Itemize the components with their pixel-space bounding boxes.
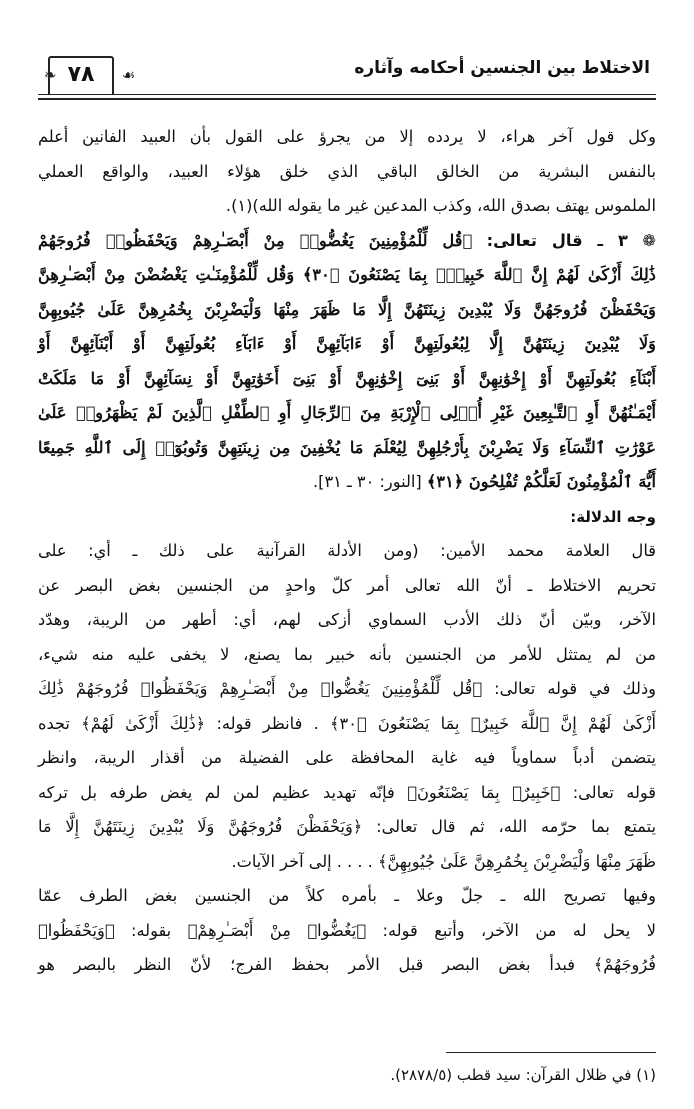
item-3: [38, 224, 656, 500]
item-3-label: ٣ ـ قال تعالى:: [486, 230, 628, 250]
footnote: (١) في ظلال القرآن: سيد قطب (٢٨٧٨/٥).: [390, 1066, 656, 1084]
text-line: ظَهَرَ مِنْهَا وَلْيَضْرِبْنَ بِخُمُرِهِنَّ عَلَىٰ جُيُوبِهِنَّ﴾ . . . . إلى آخر الآيات.: [231, 851, 656, 871]
page-number: ٧٨: [67, 62, 95, 87]
paragraph-3: [38, 879, 656, 983]
verse-reference: [النور: ٣٠ ـ ٣١].: [313, 472, 422, 491]
paragraph-1: [38, 120, 656, 224]
quran-verse-line: أَيْمَـٰنُهُنَّ أَوِ ٱلتَّـٰبِعِينَ غَيْرِ أُو۟لِى ٱلْإِرْبَةِ مِنَ ٱلرِّجَالِ أَوِ ٱلطِّفْلِ ٱلَّذِينَ لَمْ يَظْهَرُوا۟ عَلَىٰ: [38, 403, 656, 422]
ornament-right-icon: ☙: [122, 66, 136, 84]
page-header: [38, 54, 656, 104]
quran-verse-line: عَوْرَٰتِ ٱلنِّسَآءِ وَلَا يَضْرِبْنَ بِأَرْجُلِهِنَّ لِيُعْلَمَ مَا يُخْفِينَ مِن زِينَتِهِنَّ وَتُوبُوٓا۟ إِلَى ٱللَّهِ جَمِيعًا: [38, 437, 656, 457]
text-line: قال العلامة محمد الأمين: (ومن الأدلة القرآنية على ذلك ـ أي: على: [38, 541, 656, 560]
quran-verse-line: ذَٰلِكَ أَزْكَىٰ لَهُمْ إِنَّ ٱللَّهَ خَبِيرٌۢ بِمَا يَصْنَعُونَ ﴿٣٠﴾ وَقُل لِّلْمُؤْمِنَـٰتِ يَغْضُضْنَ مِنْ أَبْصَـٰرِهِنَّ: [38, 265, 656, 284]
text-line: وفيها تصريح الله ـ جلّ وعلا ـ بأمره كلاً من الجنسين بغض الطرف عمّا: [38, 886, 656, 905]
quran-verse-line: أَيُّهَ ٱلْمُؤْمِنُونَ لَعَلَّكُمْ تُفْلِحُونَ ﴿٣١﴾: [426, 472, 656, 491]
text-line: وذلك في قوله تعالى: ﴿قُل لِّلْمُؤْمِنِينَ يَغُضُّوا۟ مِنْ أَبْصَـٰرِهِمْ وَيَحْفَظُوا۟ فُرُوجَهُمْ ذَٰلِكَ: [38, 679, 656, 698]
text-line: يتمتع بما حرّمه الله، ثم قال تعالى: ﴿وَيَحْفَظْنَ فُرُوجَهُنَّ وَلَا يُبْدِينَ زِينَتَهُنَّ إِلَّا مَا: [38, 817, 656, 836]
page-number-box: [44, 56, 136, 94]
text-line: قوله تعالى: ﴿خَبِيرٌۢ بِمَا يَصْنَعُونَ﴾ فإنّه تهديد عظيم لمن لم يغض طرفه بل تركه: [38, 782, 656, 802]
book-page: [38, 54, 656, 1094]
header-rule-thick: [38, 98, 656, 100]
footnote-separator: [446, 1052, 656, 1053]
text-line: فُرُوجَهُمْ﴾ فبدأ بغض البصر قبل الأمر بحفظ الفرج؛ لأنّ النظر بالبصر هو: [38, 955, 656, 974]
quran-verse-line: ﴿قُل لِّلْمُؤْمِنِينَ يَغُضُّوا۟ مِنْ أَبْصَـٰرِهِمْ وَيَحْفَظُوا۟ فُرُوجَهُمْ: [38, 230, 473, 250]
text-line: يتضمن أدباً سماوياً فيه غاية المحافظة على الفضيلة من أقذار الريبة، وانظر: [38, 748, 656, 767]
flower-bullet-icon: ❁: [642, 230, 656, 250]
text-line: بالنفس البشرية من الخالق الباقي الذي خلق هؤلاء العبيد، والواقع العملي: [38, 161, 656, 181]
text-line: الآخر، وبيّن أنّ ذلك الأدب السماوي أزكى لهم، أي: أطهر من الريبة، وهدّد: [38, 610, 656, 629]
quran-verse-line: وَلَا يُبْدِينَ زِينَتَهُنَّ إِلَّا لِبُعُولَتِهِنَّ أَوْ ءَابَآئِهِنَّ أَوْ ءَابَآءِ بُعُولَتِهِنَّ أَوْ أَبْنَآئِهِنَّ أَوْ: [38, 334, 656, 353]
ornament-left-icon: ❧: [44, 66, 57, 84]
header-rule-thin: [38, 94, 656, 95]
text-line: لا يحل له من الآخر، وأتبع قوله: ﴿يَغُضُّوا۟ مِنْ أَبْصَـٰرِهِمْ﴾ بقوله: ﴿وَيَحْفَظُوا۟: [38, 920, 656, 940]
text-line: أَزْكَىٰ لَهُمْ إِنَّ ٱللَّهَ خَبِيرٌۢ بِمَا يَصْنَعُونَ ﴿٣٠﴾ . فانظر قوله: ﴿ذَٰلِكَ أَزْكَىٰ لَهُمْ﴾ تجده: [38, 713, 656, 733]
running-title: الاختلاط بين الجنسين أحكامه وآثاره: [354, 58, 650, 78]
page-body: [38, 120, 656, 983]
text-line: تحريم الاختلاط ـ أنّ الله تعالى أمر كلّ واحدٍ من الجنسين بغض البصر عن: [38, 575, 656, 595]
quran-verse-line: وَيَحْفَظْنَ فُرُوجَهُنَّ وَلَا يُبْدِينَ زِينَتَهُنَّ إِلَّا مَا ظَهَرَ مِنْهَا وَلْيَضْرِبْنَ بِخُمُرِهِنَّ عَلَىٰ جُيُوبِهِنَّ: [38, 299, 656, 319]
text-line: الملموس يهتف بصدق الله، وكذب المدعين غير ما يقوله الله)(١).: [225, 196, 656, 215]
paragraph-2: [38, 534, 656, 879]
text-line: وكل قول آخر هراء، لا يردده إلا من يجرؤ على القول بأن العبيد الفانين أعلم: [38, 127, 656, 146]
text-line: من لم يمتثل للأمر من الجنسين بأنه خبير بما يصنع، لا يخفى عليه منه شيء،: [38, 644, 656, 664]
quran-verse-line: أَبْنَآءِ بُعُولَتِهِنَّ أَوْ إِخْوَٰنِهِنَّ أَوْ بَنِىٓ إِخْوَٰنِهِنَّ أَوْ بَنِىٓ أَخَوَٰتِهِنَّ أَوْ نِسَآئِهِنَّ أَوْ مَا مَلَكَتْ: [38, 368, 656, 388]
section-heading: وجه الدلالة:: [570, 507, 656, 526]
